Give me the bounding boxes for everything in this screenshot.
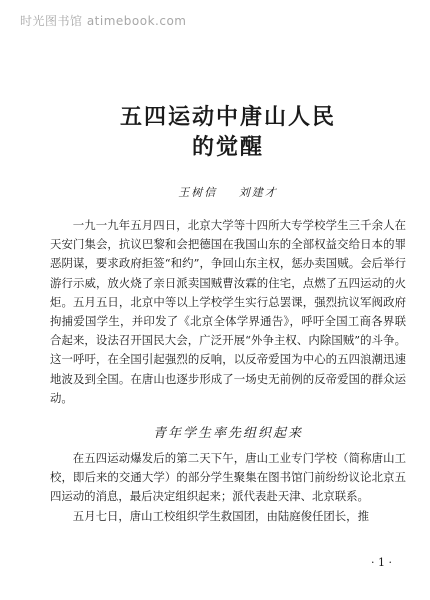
title-line-2: 的觉醒 xyxy=(191,134,264,160)
intro-body xyxy=(50,216,406,408)
title-line-1: 五四运动中唐山人民 xyxy=(119,104,336,130)
authors-line xyxy=(50,184,406,200)
article-title xyxy=(50,102,406,162)
watermark-text: 时光图书馆 atimebook.com xyxy=(20,14,187,28)
paragraph: 一九一九年五月四日，北京大学等十四所大专学校学生三千余人在天安门集会，抗议巴黎和会把德国在我国山东的全部权益交给日本的罪恶阴谋，要求政府拒签“和约”，争回山东主权，惩办卖国贼。会后举行游行示威，放火烧了亲日派卖国贼曹汝霖的住宅，点燃了五四运动的火炬。五月五日，北京中等以上学校学生实行总罢课，强烈抗议军阀政府拘捕爱国学生，并印发了《北京全体学界通告》，呼吁全国工商各界联合起来，设法召开国民大会，广泛开展“外争主权、内除国贼”的斗争。这一呼吁，在全国引起强烈的反响，以反帝爱国为中心的五四浪潮迅速地波及到全国。在唐山也逐步形成了一场史无前例的反帝爱国的群众运动。 xyxy=(50,218,406,405)
document-page xyxy=(50,40,406,526)
section-heading: 青年学生率先组织起来 xyxy=(152,426,303,442)
author-name: 刘建才 xyxy=(238,186,278,199)
page-number: · 1 · xyxy=(371,556,392,569)
author-name: 王树信 xyxy=(178,186,218,199)
paragraph: 在五四运动爆发后的第二天下午，唐山工业专门学校（简称唐山工校，即后来的交通大学）的部分学生聚集在图书馆门前纷纷议论北京五四运动的消息，最后决定组织起来；派代表赴天津、北京联系。 xyxy=(50,451,406,504)
section-body xyxy=(50,449,406,526)
paragraph: 五月七日，唐山工校组织学生救国团，由陆庭俊任团长，推 xyxy=(72,508,369,523)
